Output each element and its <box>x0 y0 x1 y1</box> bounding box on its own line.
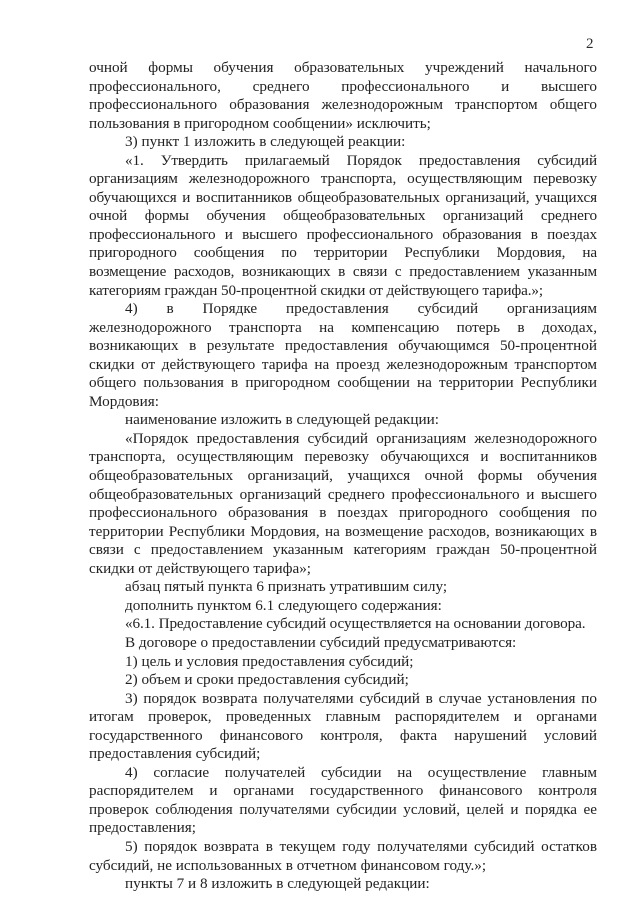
list-item-5: 5) порядок возврата в текущем году получателями субсидий остатков субсидий, не использованных в отчетном финансовом году.»; <box>89 837 597 874</box>
paragraph-item-4: 4) в Порядке предоставления субсидий организациям железнодорожного транспорта на компенсацию потерь в доходах, возникающих в результате предоставления обучающимся 50-процентной скидки от действующего тарифа на проезд железнодорожным транспортом общего пользования в пригородном сообщении на территории Республики Мордовия: <box>89 300 597 410</box>
paragraph-title-change: наименование изложить в следующей редакции: <box>125 411 439 429</box>
paragraph-points-7-8: пункты 7 и 8 изложить в следующей редакции: <box>125 875 430 893</box>
paragraph-quote-title: «Порядок предоставления субсидий организациям железнодорожного транспорта, осуществляющим перевозку обучающихся и воспитанников общеобразовательных организаций, учащихся очной формы обучения общеобразовательных организаций среднего профессионального и высшего профессионального образования в поездах пригородного сообщения по территории Республики Мордовия, на возмещение расходов, возникающих в связи с предоставлением указанным категориям граждан 50-процентной скидки от действующего тарифа»; <box>89 429 597 577</box>
paragraph-add-6-1: дополнить пунктом 6.1 следующего содержания: <box>125 596 442 614</box>
paragraph-quote-point-1: «1. Утвердить прилагаемый Порядок предоставления субсидий организациям железнодорожного транспорта, осуществляющим перевозку обучающихся и воспитанников общеобразовательных организаций, учащихся очной формы обучения общеобразовательных организаций среднего профессионального и высшего профессионального образования в поездах пригородного сообщения по территории Республики Мордовия, на возмещение расходов, возникающих в связи с предоставлением указанным категориям граждан 50-процентной скидки от действующего тарифа.»; <box>89 151 597 299</box>
list-item-1: 1) цель и условия предоставления субсидий; <box>125 652 414 670</box>
list-item-4: 4) согласие получателей субсидии на осуществление главным распорядителем и органами государственного финансового контроля проверок соблюдения получателями субсидии условий, целей и порядка ее предоставления; <box>89 763 597 837</box>
list-item-2: 2) объем и сроки предоставления субсидий; <box>125 671 409 689</box>
paragraph-point-6-void: абзац пятый пункта 6 признать утратившим силу; <box>125 578 448 596</box>
paragraph-continuation: очной формы обучения образовательных учреждений начального профессионального, среднего профессионального и высшего профессионального образования железнодорожным транспортом общего пользования в пригородном сообщении» исключить; <box>89 59 597 132</box>
paragraph-item-3: 3) пункт 1 изложить в следующей реакции: <box>125 133 406 151</box>
list-item-3: 3) порядок возврата получателями субсидий в случае установления по итогам проверок, проведенных главным распорядителем и органами государственного финансового контроля, факта нарушений условий предоставления субсидий; <box>89 689 597 763</box>
paragraph-6-1-intro: «6.1. Предоставление субсидий осуществляется на основании договора. <box>125 615 586 633</box>
document-body <box>89 59 597 894</box>
paragraph-contract-terms: В договоре о предоставлении субсидий предусматриваются: <box>125 633 517 651</box>
page-number: 2 <box>586 36 594 52</box>
